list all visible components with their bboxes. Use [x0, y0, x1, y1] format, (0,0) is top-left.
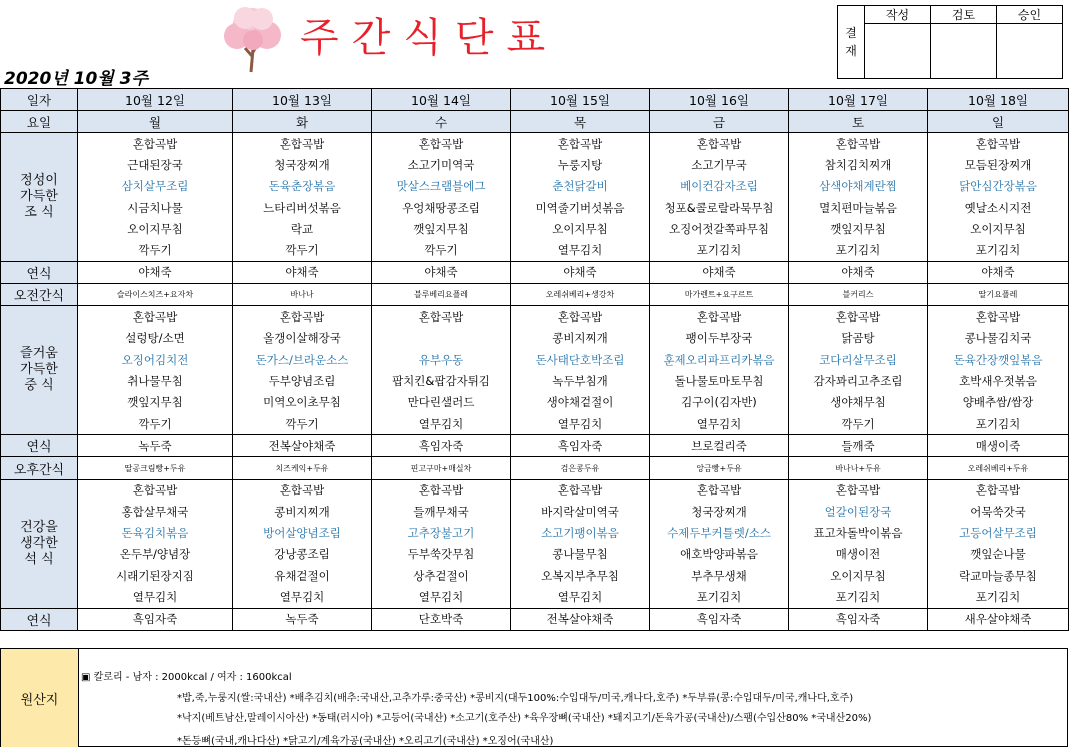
- menu-item-cell: 베이컨감자조림: [650, 176, 789, 197]
- meal-row: [1, 218, 1069, 239]
- porridge-row: [1, 608, 1069, 630]
- menu-item-cell: 삼색야채계란찜: [789, 176, 928, 197]
- menu-item-cell: 오징어젓갈쪽파무침: [650, 218, 789, 239]
- menu-item-cell: 혼합곡밥: [78, 479, 233, 501]
- porridge-label: 연식: [1, 608, 78, 630]
- menu-item-cell: 콩나물무침: [511, 544, 650, 565]
- snack-cell: 블루베리요플레: [372, 284, 511, 306]
- menu-item-cell: 소고기팽이볶음: [511, 522, 650, 543]
- menu-item-cell: 포기김치: [650, 586, 789, 608]
- porridge-cell: 흑임자죽: [372, 435, 511, 457]
- porridge-cell: 흑임자죽: [650, 608, 789, 630]
- menu-item-cell: 훈제오리파프리카볶음: [650, 349, 789, 370]
- menu-item-cell: 만다린샐러드: [372, 392, 511, 413]
- menu-item-cell: 혼합곡밥: [372, 306, 511, 328]
- menu-item-cell: [372, 328, 511, 349]
- menu-item-cell: 누룽지탕: [511, 154, 650, 175]
- porridge-cell: 녹두죽: [78, 435, 233, 457]
- porridge-cell: 녹두죽: [233, 608, 372, 630]
- menu-item-cell: 시래기된장지짐: [78, 565, 233, 586]
- menu-item-cell: 감자꽈리고추조림: [789, 370, 928, 391]
- menu-item-cell: 고등어살무조림: [928, 522, 1069, 543]
- meal-row: [1, 479, 1069, 501]
- menu-item-cell: 청국장찌개: [650, 501, 789, 522]
- snack-cell: 검은콩두유: [511, 457, 650, 479]
- meal-row: [1, 239, 1069, 261]
- menu-item-cell: 포기김치: [789, 239, 928, 261]
- menu-item-cell: 참치김치찌개: [789, 154, 928, 175]
- menu-item-cell: 혼합곡밥: [928, 133, 1069, 155]
- menu-item-cell: 시금치나물: [78, 197, 233, 218]
- snack-cell: 블커리스: [789, 284, 928, 306]
- approval-sign-review[interactable]: [931, 24, 997, 79]
- menu-item-cell: 청국장찌개: [233, 154, 372, 175]
- menu-item-cell: 깻잎순나물: [928, 544, 1069, 565]
- menu-item-cell: 들깨무채국: [372, 501, 511, 522]
- menu-item-cell: 혼합곡밥: [650, 133, 789, 155]
- porridge-cell: 브로컬리죽: [650, 435, 789, 457]
- porridge-cell: 매생이죽: [928, 435, 1069, 457]
- porridge-cell: 야채죽: [650, 261, 789, 283]
- origin-line-3: *돈등뼈(국내,캐나다산) *닭고기/계육가공(국내산) *오리고기(국내산) *오징어(국내산): [177, 736, 554, 747]
- menu-item-cell: 녹두부침개: [511, 370, 650, 391]
- menu-item-cell: 온두부/양념장: [78, 544, 233, 565]
- meal-row: [1, 328, 1069, 349]
- menu-item-cell: 바지락살미역국: [511, 501, 650, 522]
- approval-sign-author[interactable]: [865, 24, 931, 79]
- approval-col-approve: 승인: [997, 6, 1063, 24]
- menu-item-cell: 표고차돌박이볶음: [789, 522, 928, 543]
- menu-item-cell: 우엉채땅콩조림: [372, 197, 511, 218]
- menu-item-cell: 깍두기: [233, 413, 372, 435]
- porridge-cell: 야채죽: [78, 261, 233, 283]
- menu-item-cell: 깍두기: [233, 239, 372, 261]
- snack-cell: 핀고구마+매실차: [372, 457, 511, 479]
- menu-item-cell: 혼합곡밥: [372, 133, 511, 155]
- day-cell: 화: [233, 111, 372, 133]
- meal-section-label: 즐거움 가득한 중 식: [1, 306, 78, 435]
- meal-row: [1, 565, 1069, 586]
- menu-item-cell: 돈가스/브라운소스: [233, 349, 372, 370]
- snack-cell: 치즈케익+두유: [233, 457, 372, 479]
- date-cell: 10월 14일: [372, 89, 511, 111]
- menu-item-cell: 콩비지찌개: [511, 328, 650, 349]
- menu-item-cell: 콩비지찌개: [233, 501, 372, 522]
- menu-item-cell: 포기김치: [789, 586, 928, 608]
- meal-row: [1, 306, 1069, 328]
- menu-item-cell: 닭곰탕: [789, 328, 928, 349]
- approval-sign-approve[interactable]: [997, 24, 1063, 79]
- menu-item-cell: 오징어김치전: [78, 349, 233, 370]
- menu-item-cell: 열무김치: [233, 586, 372, 608]
- origin-line-1: *밥,죽,누룽지(쌀:국내산) *배추김치(배추:국내산,고추가루:중국산) *콩비지(대두100%:수입대두/미국,캐나다,호주) *두부류(콩:수입대두/미국,캐나다,호주): [177, 693, 854, 704]
- menu-item-cell: 포기김치: [928, 586, 1069, 608]
- snack-cell: 바나나: [233, 284, 372, 306]
- menu-item-cell: 열무김치: [372, 586, 511, 608]
- porridge-label: 연식: [1, 435, 78, 457]
- menu-item-cell: 깍두기: [78, 413, 233, 435]
- menu-item-cell: 홍합살무채국: [78, 501, 233, 522]
- menu-item-cell: 열무김치: [78, 586, 233, 608]
- menu-item-cell: 열무김치: [372, 413, 511, 435]
- snack-row: [1, 284, 1069, 306]
- menu-item-cell: 코다리살무조림: [789, 349, 928, 370]
- menu-item-cell: 돈사태단호박조림: [511, 349, 650, 370]
- menu-item-cell: 팝치킨&팝감자튀김: [372, 370, 511, 391]
- menu-item-cell: 상추겉절이: [372, 565, 511, 586]
- meal-row: [1, 154, 1069, 175]
- meal-row: [1, 370, 1069, 391]
- menu-item-cell: 혼합곡밥: [78, 133, 233, 155]
- approval-box: [837, 5, 1063, 79]
- porridge-cell: 흑임자죽: [789, 608, 928, 630]
- snack-cell: 바나나+두유: [789, 457, 928, 479]
- meal-row: [1, 586, 1069, 608]
- snack-cell: 딸공크림빵+두유: [78, 457, 233, 479]
- day-header-label: 요일: [1, 111, 78, 133]
- snack-cell: 딸기요플레: [928, 284, 1069, 306]
- menu-item-cell: 돈육김치볶음: [78, 522, 233, 543]
- menu-item-cell: 설렁탕/소면: [78, 328, 233, 349]
- snack-label: 오후간식: [1, 457, 78, 479]
- porridge-cell: 흑임자죽: [78, 608, 233, 630]
- menu-item-cell: 애호박양파볶음: [650, 544, 789, 565]
- snack-cell: 앙금빵+두유: [650, 457, 789, 479]
- porridge-cell: 흑임자죽: [511, 435, 650, 457]
- menu-item-cell: 혼합곡밥: [789, 479, 928, 501]
- snack-label: 오전간식: [1, 284, 78, 306]
- page-title: 주간식단표: [300, 15, 559, 61]
- menu-item-cell: 혼합곡밥: [233, 479, 372, 501]
- menu-item-cell: 멸치편마늘볶음: [789, 197, 928, 218]
- menu-item-cell: 깍두기: [78, 239, 233, 261]
- menu-item-cell: 강낭콩조림: [233, 544, 372, 565]
- menu-item-cell: 김구이(김자반): [650, 392, 789, 413]
- menu-item-cell: 생야채겉절이: [511, 392, 650, 413]
- menu-item-cell: 혼합곡밥: [233, 306, 372, 328]
- day-cell: 수: [372, 111, 511, 133]
- menu-item-cell: 오이지무침: [78, 218, 233, 239]
- day-cell: 목: [511, 111, 650, 133]
- menu-item-cell: 고추장불고기: [372, 522, 511, 543]
- snack-row: [1, 457, 1069, 479]
- menu-item-cell: 열무김치: [650, 413, 789, 435]
- menu-item-cell: 부추무생채: [650, 565, 789, 586]
- meal-row: [1, 197, 1069, 218]
- menu-item-cell: 매생이전: [789, 544, 928, 565]
- menu-item-cell: 혼합곡밥: [511, 133, 650, 155]
- porridge-cell: 들깨죽: [789, 435, 928, 457]
- cherry-blossom-tree-icon: [215, 4, 290, 74]
- menu-item-cell: 열무김치: [511, 239, 650, 261]
- menu-item-cell: 유채겉절이: [233, 565, 372, 586]
- menu-item-cell: 돈육춘장볶음: [233, 176, 372, 197]
- menu-item-cell: 소고기미역국: [372, 154, 511, 175]
- menu-item-cell: 깻잎지무침: [78, 392, 233, 413]
- menu-item-cell: 포기김치: [928, 413, 1069, 435]
- meal-section-label: 정성이 가득한 조 식: [1, 133, 78, 262]
- approval-col-review: 검토: [931, 6, 997, 24]
- menu-item-cell: 포기김치: [650, 239, 789, 261]
- porridge-row: [1, 261, 1069, 283]
- menu-item-cell: 혼합곡밥: [928, 479, 1069, 501]
- meal-row: [1, 544, 1069, 565]
- weekly-menu-table: [0, 88, 1069, 631]
- meal-row: [1, 392, 1069, 413]
- date-header-label: 일자: [1, 89, 78, 111]
- menu-item-cell: 생야채무침: [789, 392, 928, 413]
- day-cell: 금: [650, 111, 789, 133]
- calorie-line: ▣ 칼로리 - 남자 : 2000kcal / 여자 : 1600kcal: [81, 672, 292, 683]
- menu-item-cell: 깍두기: [372, 239, 511, 261]
- menu-item-cell: 혼합곡밥: [928, 306, 1069, 328]
- menu-item-cell: 미역줄기버섯볶음: [511, 197, 650, 218]
- date-cell: 10월 12일: [78, 89, 233, 111]
- menu-item-cell: 옛날소시지전: [928, 197, 1069, 218]
- meal-row: [1, 413, 1069, 435]
- menu-item-cell: 포기김치: [928, 239, 1069, 261]
- menu-item-cell: 콩나물김치국: [928, 328, 1069, 349]
- snack-cell: 오레쉬베리+생강차: [511, 284, 650, 306]
- porridge-cell: 야채죽: [789, 261, 928, 283]
- meal-section-label: 건강을 생각한 석 식: [1, 479, 78, 608]
- menu-item-cell: 삼치살무조림: [78, 176, 233, 197]
- date-cell: 10월 16일: [650, 89, 789, 111]
- menu-item-cell: 혼합곡밥: [789, 306, 928, 328]
- day-cell: 토: [789, 111, 928, 133]
- menu-item-cell: 느타리버섯볶음: [233, 197, 372, 218]
- meal-row: [1, 176, 1069, 197]
- meal-row: [1, 522, 1069, 543]
- origin-label: 원산지: [1, 649, 79, 747]
- menu-item-cell: 호박새우젓볶음: [928, 370, 1069, 391]
- menu-item-cell: 오이지무침: [511, 218, 650, 239]
- date-cell: 10월 13일: [233, 89, 372, 111]
- week-label: 2020년 10월 3주: [4, 69, 148, 89]
- menu-item-cell: 오복지부추무침: [511, 565, 650, 586]
- menu-item-cell: 혼합곡밥: [372, 479, 511, 501]
- menu-item-cell: 수제두부커틀렛/소스: [650, 522, 789, 543]
- date-cell: 10월 17일: [789, 89, 928, 111]
- menu-item-cell: 돌나물토마토무침: [650, 370, 789, 391]
- menu-item-cell: 맛살스크램블에그: [372, 176, 511, 197]
- menu-item-cell: 소고기무국: [650, 154, 789, 175]
- porridge-cell: 전복살야채죽: [511, 608, 650, 630]
- menu-item-cell: 얼갈이된장국: [789, 501, 928, 522]
- menu-item-cell: 모듬된장찌개: [928, 154, 1069, 175]
- menu-item-cell: 닭안심간장볶음: [928, 176, 1069, 197]
- menu-item-cell: 어묵쑥갓국: [928, 501, 1069, 522]
- menu-item-cell: 방어살양념조림: [233, 522, 372, 543]
- day-cell: 일: [928, 111, 1069, 133]
- menu-item-cell: 혼합곡밥: [511, 479, 650, 501]
- menu-item-cell: 혼합곡밥: [650, 479, 789, 501]
- menu-item-cell: 깻잎지무침: [372, 218, 511, 239]
- date-row: [1, 89, 1069, 111]
- porridge-label: 연식: [1, 261, 78, 283]
- snack-cell: 마가렌트+요구르트: [650, 284, 789, 306]
- menu-item-cell: 혼합곡밥: [789, 133, 928, 155]
- porridge-cell: 야채죽: [511, 261, 650, 283]
- menu-item-cell: 춘천닭갈비: [511, 176, 650, 197]
- day-cell: 월: [78, 111, 233, 133]
- approval-side-label: 결재: [838, 6, 865, 79]
- menu-item-cell: 두부쑥갓무침: [372, 544, 511, 565]
- menu-item-cell: 혼합곡밥: [233, 133, 372, 155]
- menu-item-cell: 깻잎지무침: [789, 218, 928, 239]
- meal-row: [1, 349, 1069, 370]
- menu-item-cell: 청포&콜로랄라묵무침: [650, 197, 789, 218]
- snack-cell: 슬라이스치즈+요자차: [78, 284, 233, 306]
- menu-item-cell: 돈육간장깻잎볶음: [928, 349, 1069, 370]
- menu-item-cell: 유부우동: [372, 349, 511, 370]
- menu-item-cell: 열무김치: [511, 413, 650, 435]
- menu-item-cell: 혼합곡밥: [78, 306, 233, 328]
- menu-item-cell: 깍두기: [789, 413, 928, 435]
- origin-section: [0, 648, 1068, 747]
- menu-item-cell: 락교: [233, 218, 372, 239]
- menu-item-cell: 혼합곡밥: [511, 306, 650, 328]
- date-cell: 10월 15일: [511, 89, 650, 111]
- meal-row: [1, 501, 1069, 522]
- date-cell: 10월 18일: [928, 89, 1069, 111]
- snack-cell: 오레쉬베리+두유: [928, 457, 1069, 479]
- porridge-cell: 새우살야채죽: [928, 608, 1069, 630]
- porridge-cell: 전복살야채죽: [233, 435, 372, 457]
- porridge-cell: 단호박죽: [372, 608, 511, 630]
- porridge-row: [1, 435, 1069, 457]
- menu-item-cell: 락교마늘종무침: [928, 565, 1069, 586]
- menu-item-cell: 열무김치: [511, 586, 650, 608]
- menu-item-cell: 미역오이초무침: [233, 392, 372, 413]
- porridge-cell: 야채죽: [233, 261, 372, 283]
- origin-line-2: *낙지(베트남산,말레이시아산) *동태(러시아) *고등어(국내산) *소고기(호주산) *육우장뼈(국내산) *돼지고기/돈육가공(국내산)/스팸(수입산80% *국내산20%): [177, 713, 872, 724]
- menu-item-cell: 취나물무침: [78, 370, 233, 391]
- day-row: [1, 111, 1069, 133]
- approval-col-author: 작성: [865, 6, 931, 24]
- porridge-cell: 야채죽: [928, 261, 1069, 283]
- porridge-cell: 야채죽: [372, 261, 511, 283]
- menu-item-cell: 오이지무침: [789, 565, 928, 586]
- menu-item-cell: 양배추쌈/쌈장: [928, 392, 1069, 413]
- menu-item-cell: 오이지무침: [928, 218, 1069, 239]
- menu-item-cell: 혼합곡밥: [650, 306, 789, 328]
- meal-row: [1, 133, 1069, 155]
- menu-item-cell: 근대된장국: [78, 154, 233, 175]
- menu-item-cell: 두부양념조림: [233, 370, 372, 391]
- menu-item-cell: 팽이두부장국: [650, 328, 789, 349]
- menu-item-cell: 올갱이살해장국: [233, 328, 372, 349]
